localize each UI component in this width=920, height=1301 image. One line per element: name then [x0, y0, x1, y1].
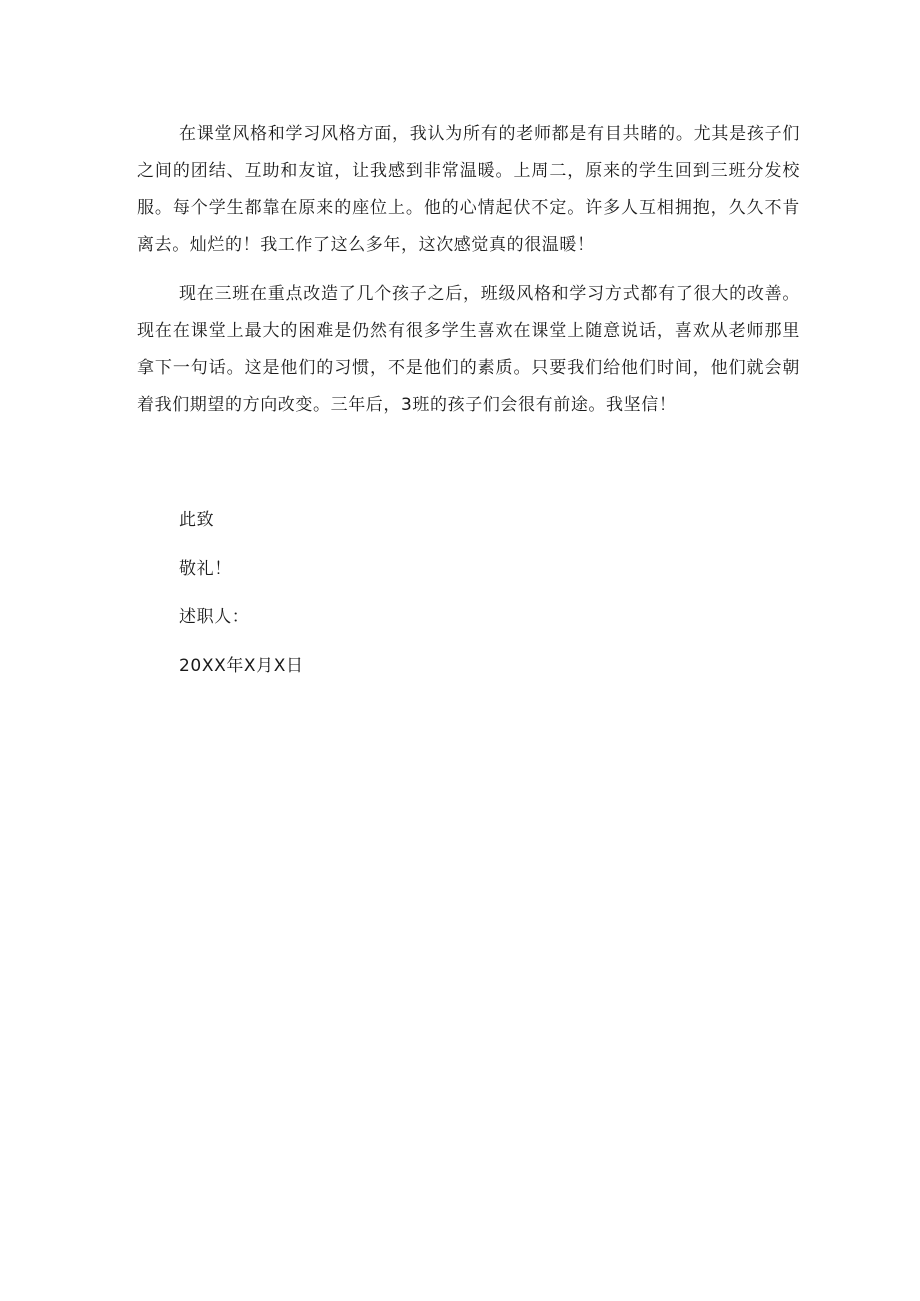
closing-respect: 敬礼！ [179, 558, 232, 579]
date-line: 20XX年X月X日 [179, 655, 304, 676]
letter-body [137, 116, 800, 436]
paragraph-2: 现在三班在重点改造了几个孩子之后，班级风格和学习方式都有了很大的改善。现在在课堂上最大的困难是仍然有很多学生喜欢在课堂上随意说话，喜欢从老师那里拿下一句话。这是他们的习惯，不是他们的素质。只要我们给他们时间，他们就会朝着我们期望的方向改变。三年后，3班的孩子们会很有前途。我坚信！ [137, 284, 800, 415]
letter-closing [179, 502, 579, 696]
paragraph-1: 在课堂风格和学习风格方面，我认为所有的老师都是有目共睹的。尤其是孩子们之间的团结、互助和友谊，让我感到非常温暖。上周二，原来的学生回到三班分发校服。每个学生都靠在原来的座位上。他的心情起伏不定。许多人互相拥抱，久久不肯离去。灿烂的！我工作了这么多年，这次感觉真的很温暖！ [137, 124, 800, 255]
signature-label: 述职人： [179, 607, 250, 627]
closing-salutation: 此致 [179, 510, 215, 530]
